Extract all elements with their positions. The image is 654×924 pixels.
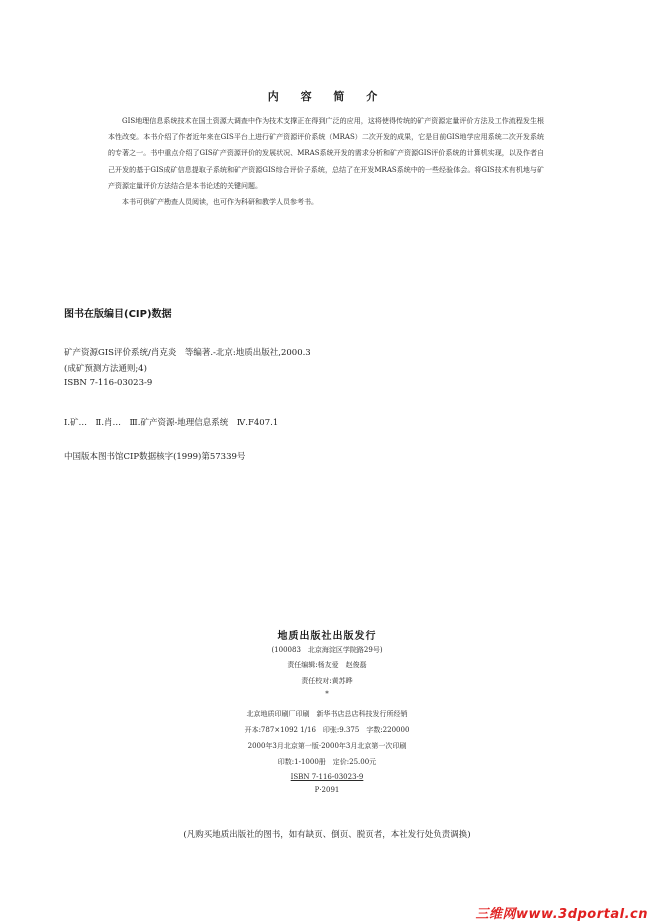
colophon-isbn: ISBN 7-116-03023-9 (290, 773, 364, 781)
publisher-name: 地质出版社出版发行 (277, 631, 377, 642)
responsible-editor: 责任编辑:杨友爱 赵俊磊 (287, 661, 367, 669)
printer-distributor: 北京地质印刷厂印刷 新华书店总店科技发行所经销 (246, 710, 408, 718)
cip-heading: 图书在版编目(CIP)数据 (64, 309, 172, 320)
cip-isbn-line: ISBN 7-116-03023-9 (64, 378, 153, 388)
summary-text (108, 113, 544, 210)
replacement-note: (凡购买地质出版社的图书，如有缺页、倒页、脱页者，本社发行处负责调换) (183, 830, 471, 840)
print-run-price: 印数:1-1000册 定价:25.00元 (277, 758, 377, 766)
site-watermark: 三维网www.3dportal.cn (475, 907, 648, 922)
cip-classification: Ⅰ.矿… Ⅱ.肖… Ⅲ.矿产资源-地理信息系统 Ⅳ.F407.1 (64, 418, 279, 428)
cip-title-line: 矿产资源GIS评价系统/肖克炎 等编著.-北京:地质出版社,2000.3 (64, 348, 311, 358)
summary-title: 内 容 简 介 (267, 90, 387, 103)
separator-mark: * (325, 690, 329, 698)
summary-paragraph: 本书可供矿产勘查人员阅读，也可作为科研和教学人员参考书。 (122, 198, 318, 207)
format-line: 开本:787×1092 1/16 印张:9.375 字数:220000 (244, 726, 410, 734)
publisher-address: (100083 北京海淀区学院路29号) (271, 646, 383, 654)
cip-series-line: (成矿预测方法通则;4) (64, 364, 147, 374)
summary-paragraph: GIS地理信息系统技术在国土资源大调查中作为技术支撑正在得到广泛的应用，这将使得传统的矿产资源定量评价方法及工作流程发生根本性改变。本书介绍了作者近年来在GIS平台上进行矿产资源评价系统（MRAS）二次开发的成果，它是目前GIS地学应用系统二次开发系统的专著之一。书中重点介绍了GIS矿产资源评价的发展状况、MRAS系统开发的需求分析和矿产资源GIS评价系统的计算机实现，以及作者自己开发的基于GIS成矿信息提取子系统和矿产资源GIS综合评价子系统，总结了在开发MRAS系统中的一些经验体会。将GIS技术有机地与矿产资源定量评价方法结合是本书论述的关键问题。 (108, 117, 544, 190)
edition-line: 2000年3月北京第一版·2000年3月北京第一次印刷 (247, 742, 407, 750)
cip-record-number: 中国版本图书馆CIP数据核字(1999)第57339号 (64, 452, 246, 462)
responsible-proofreader: 责任校对:黄苏晔 (301, 677, 353, 685)
colophon-category: P·2091 (314, 786, 340, 794)
